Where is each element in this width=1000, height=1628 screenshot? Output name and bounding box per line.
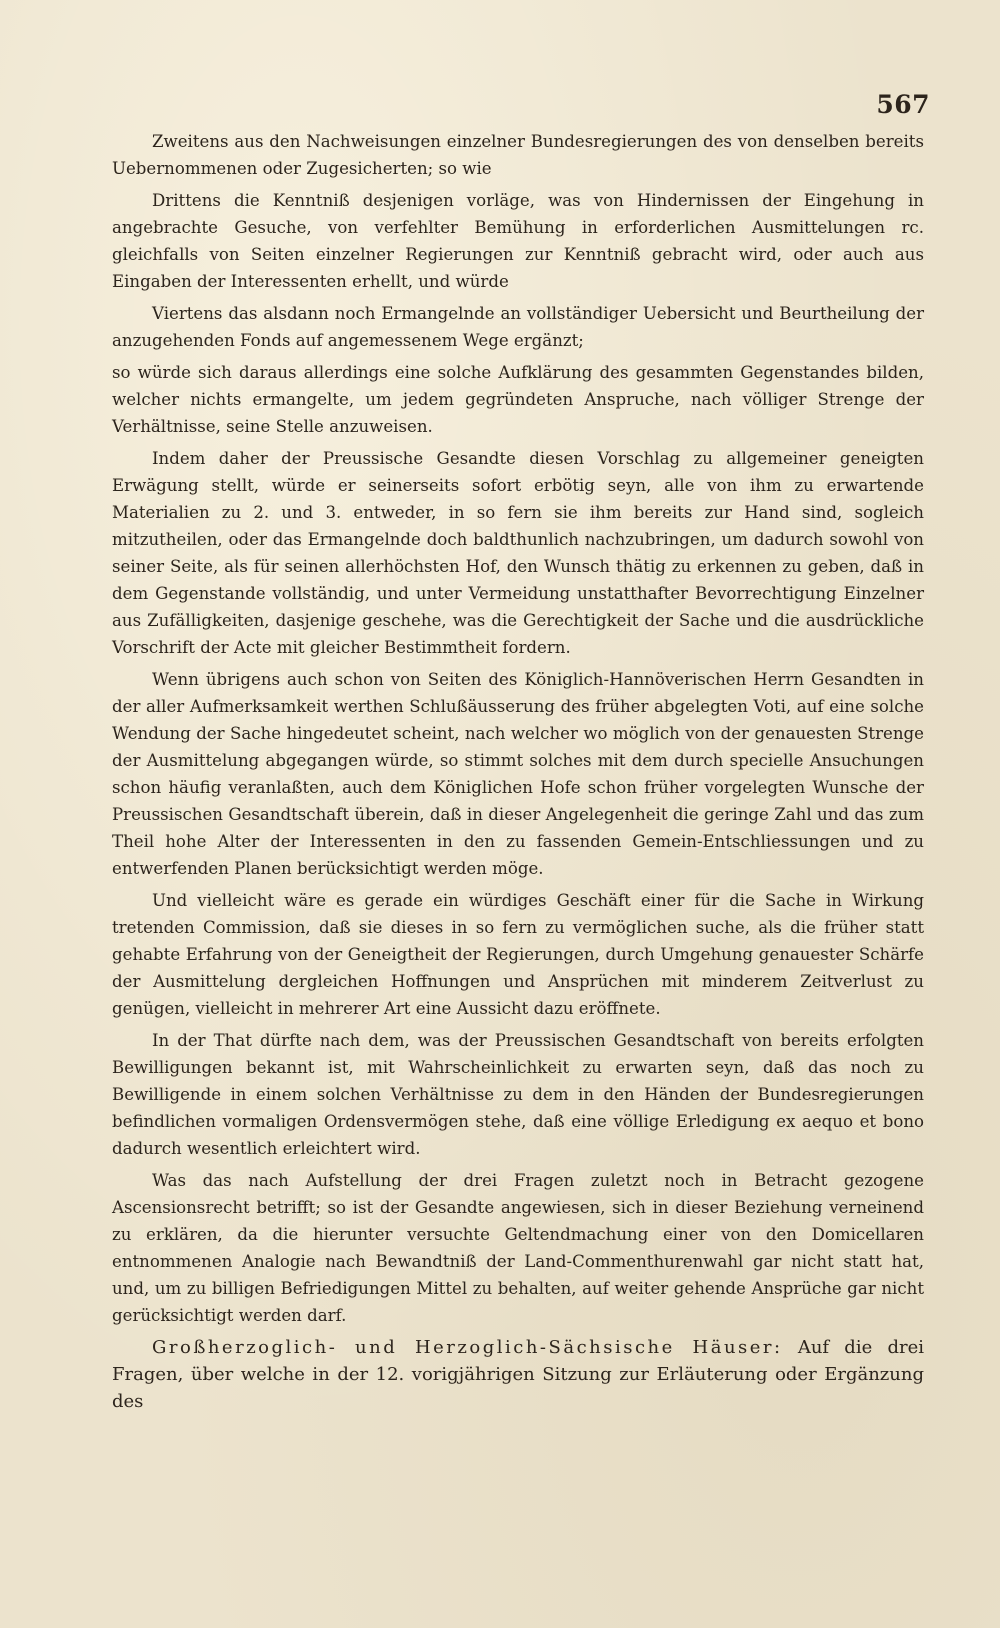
paragraph-viertens: Viertens das alsdann noch Ermangelnde an vollständiger Uebersicht und Beurtheilung der anzugehenden Fonds auf angemessenem Wege ergänzt; (112, 304, 924, 350)
section-heading-text: Auf die drei Fragen, über welche in der 12. vorigjährigen Sitzung zur Erläuterung oder Ergänzung des (112, 1337, 924, 1412)
paragraph-in-der-that: In der That dürfte nach dem, was der Preussischen Gesandtschaft von bereits erfolgten Bewilligungen bekannt ist, mit Wahrscheinlichkeit zu erwarten seyn, daß das noch zu Bewilligende in einem solchen Verhältnisse zu dem in den Händen der Bundesregierungen befindlichen vormaligen Ordensvermögen stehe, daß eine völlige Erledigung ex aequo et bono dadurch wesentlich erleichtert wird. (112, 1031, 924, 1158)
paragraph-ascensionsrecht: Was das nach Aufstellung der drei Fragen zuletzt noch in Betracht gezogene Ascensionsrecht betrifft; so ist der Gesandte angewiesen, sich in dieser Beziehung verneinend zu erklären, da die hierunter versuchte Geltendmachung einer von den Domicellaren entnommenen Analogie nach Bewandtniß der Land-Commenthurenwahl gar nicht statt hat, und, um zu billigen Befriedigungen Mittel zu behalten, auf weiter gehende Ansprüche gar nicht gerücksichtigt werden darf. (112, 1171, 924, 1325)
paragraph-und: Und vielleicht wäre es gerade ein würdiges Geschäft einer für die Sache in Wirkung tretenden Commission, daß sie dieses in so fern zu vermöglichen suche, als die früher statt gehabte Erfahrung von der Geneigtheit der Regierungen, durch Umgehung genauester Schärfe der Ausmittelung dergleichen Hoffnungen und Ansprüchen mit minderem Zeitverlust zu genügen, vielleicht in mehrerer Art eine Aussicht dazu eröffnete. (112, 891, 924, 1018)
paragraph-conclusion: so würde sich daraus allerdings eine solche Aufklärung des gesammten Gegenstandes bilden, welcher nichts ermangelte, um jedem gegründeten Anspruche, nach völliger Strenge der Verhältnisse, seine Stelle anzuweisen. (112, 363, 924, 436)
page-number: 567 (876, 90, 930, 119)
body-text (112, 128, 924, 1415)
paragraph-indem: Indem daher der Preussische Gesandte diesen Vorschlag zu allgemeiner geneigten Erwägung stellt, würde er seinerseits sofort erbötig seyn, alle von ihm zu erwartende Materialien zu 2. und 3. entweder, in so fern sie ihm bereits zur Hand sind, sogleich mitzutheilen, oder das Ermangelnde doch baldthunlich nachzubringen, um dadurch sowohl von seiner Seite, als für seinen allerhöchsten Hof, den Wunsch thätig zu erkennen zu geben, daß in dem Gegenstande vollständig, und unter Vermeidung unstatthafter Bevorrechtigung Einzelner aus Zufälligkeiten, dasjenige geschehe, was die Gerechtigkeit der Sache und die ausdrückliche Vorschrift der Acte mit gleicher Bestimmtheit fordern. (112, 449, 924, 657)
paragraph-drittens: Drittens die Kenntniß desjenigen vorläge, was von Hindernissen der Eingehung in angebrachte Gesuche, von verfehlter Bemühung in erforderlichen Ausmittelungen rc. gleichfalls von Seiten einzelner Regierungen zur Kenntniß gebracht wird, oder auch aus Eingaben der Interessenten erhellt, und würde (112, 191, 924, 291)
paragraph-zweitens: Zweitens aus den Nachweisungen einzelner Bundesregierungen des von denselben bereits Uebernommenen oder Zugesicherten; so wie (112, 132, 924, 178)
section-saxon-houses (112, 1334, 924, 1415)
section-heading: Großherzoglich- und Herzoglich-Sächsische Häuser: (152, 1337, 783, 1358)
paragraph-wenn: Wenn übrigens auch schon von Seiten des Königlich-Hannöverischen Herrn Gesandten in der aller Aufmerksamkeit werthen Schlußäusserung des früher abgelegten Voti, auf eine solche Wendung der Sache hingedeutet scheint, nach welcher wo möglich von der genauesten Strenge der Ausmittelung abgegangen würde, so stimmt solches mit dem durch specielle Ansuchungen schon häufig veranlaßten, auch dem Königlichen Hofe schon früher vorgelegten Wunsche der Preussischen Gesandtschaft überein, daß in dieser Angelegenheit die geringe Zahl und das zum Theil hohe Alter der Interessenten in den zu fassenden Gemein-Entschliessungen und zu entwerfenden Planen berücksichtigt werden möge. (112, 670, 924, 878)
